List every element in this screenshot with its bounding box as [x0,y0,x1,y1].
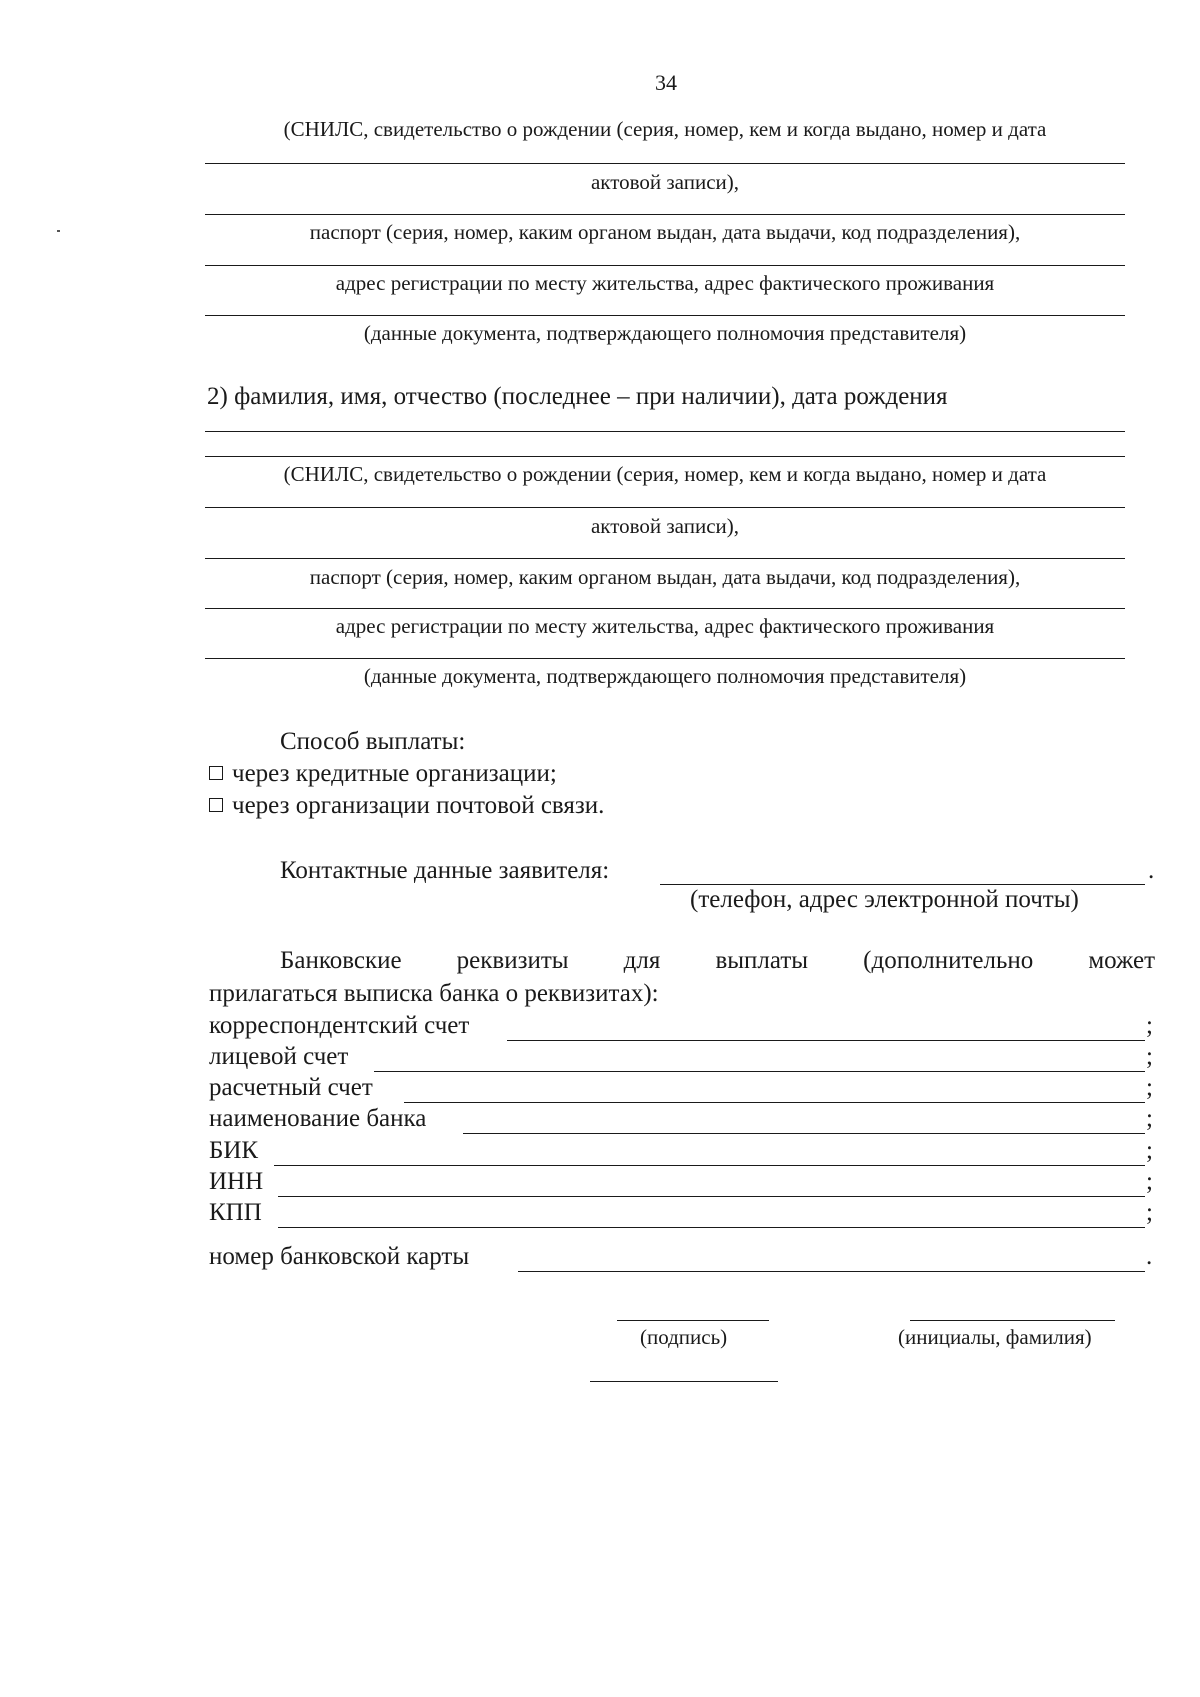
bank-intro-line2: прилагаться выписка банка о реквизитах): [209,980,659,1007]
address-caption-2: адрес регистрации по месту жительства, адрес фактического проживания [335,614,995,638]
scan-speck [57,230,60,232]
name-line[interactable] [910,1320,1115,1321]
bank-intro-word: может [1088,947,1156,974]
field-end: ; [1146,1012,1153,1039]
bank-name-input-line[interactable] [463,1133,1145,1134]
passport-caption-2: паспорт (серия, номер, каким органом выдан, дата выдачи, код подразделения), [309,565,1021,589]
field-end: ; [1146,1137,1153,1164]
bank-intro-word: Банковские [280,947,402,974]
representative-caption-2: (данные документа, подтверждающего полномочия представителя) [363,664,967,688]
address-caption-1: адрес регистрации по месту жительства, адрес фактического проживания [335,271,995,295]
field-line[interactable] [205,456,1125,457]
payment-title: Способ выплаты: [280,728,466,755]
contacts-label: Контактные данные заявителя: [280,857,610,884]
corr-account-input-line[interactable] [507,1040,1145,1041]
passport-caption-1: паспорт (серия, номер, каким органом выдан, дата выдачи, код подразделения), [309,220,1021,244]
field-line[interactable] [205,163,1125,164]
bik-input-line[interactable] [274,1165,1145,1166]
bank-intro-word: реквизиты [456,947,569,974]
contacts-end: . [1148,857,1155,884]
field-end: ; [1146,1199,1153,1226]
kpp-input-line[interactable] [278,1227,1145,1228]
field-line[interactable] [205,214,1125,215]
bank-field-label: наименование банка [209,1105,427,1132]
snils-caption-2: (СНИЛС, свидетельство о рождении (серия, номер, кем и когда выдано, номер и дата [283,462,1047,486]
bank-field-label: ИНН [209,1168,264,1195]
checkbox-icon[interactable] [209,766,223,780]
bank-field-label: БИК [209,1137,259,1164]
act-caption-2: актовой записи), [590,514,740,538]
payment-option-label: через кредитные организации; [232,760,557,787]
bank-field-label: расчетный счет [209,1074,373,1101]
bank-intro-word: для [623,947,661,974]
field-end: ; [1146,1168,1153,1195]
name-caption: (инициалы, фамилия) [898,1325,1092,1349]
signature-caption: (подпись) [640,1325,728,1349]
personal-account-input-line[interactable] [374,1071,1145,1072]
checkbox-icon[interactable] [209,798,223,812]
signature-line[interactable] [617,1320,769,1321]
snils-caption-1: (СНИЛС, свидетельство о рождении (серия, номер, кем и когда выдано, номер и дата [283,117,1047,141]
field-line[interactable] [205,265,1125,266]
bank-field-label: КПП [209,1199,262,1226]
field-line[interactable] [205,315,1125,316]
field-line[interactable] [205,431,1125,432]
bank-intro-word: выплаты [715,947,809,974]
payment-option-credit[interactable] [209,760,557,788]
bank-field-label: номер банковской карты [209,1243,470,1270]
payment-option-post[interactable] [209,792,604,820]
payment-option-label: через организации почтовой связи. [232,792,605,819]
date-line[interactable] [590,1381,778,1382]
page-number: 34 [655,70,677,95]
field-line[interactable] [205,558,1125,559]
settlement-account-input-line[interactable] [404,1102,1145,1103]
field-end: ; [1146,1074,1153,1101]
field-line[interactable] [205,608,1125,609]
inn-input-line[interactable] [278,1196,1145,1197]
contacts-input-line[interactable] [660,884,1145,885]
field-line[interactable] [205,507,1125,508]
field-end: ; [1146,1043,1153,1070]
contacts-caption: (телефон, адрес электронной почты) [690,886,1079,913]
bank-field-label: лицевой счет [209,1043,349,1070]
field-line[interactable] [205,658,1125,659]
act-caption-1: актовой записи), [590,170,740,194]
field-end: . [1146,1243,1153,1270]
field-end: ; [1146,1105,1153,1132]
bank-field-label: корреспондентский счет [209,1012,470,1039]
representative-caption-1: (данные документа, подтверждающего полномочия представителя) [363,321,967,345]
bank-intro-word: (дополнительно [863,947,1034,974]
bank-intro-line1 [280,947,1155,975]
card-number-input-line[interactable] [518,1271,1145,1272]
item2-heading: 2) фамилия, имя, отчество (последнее – при наличии), дата рождения [207,383,948,410]
